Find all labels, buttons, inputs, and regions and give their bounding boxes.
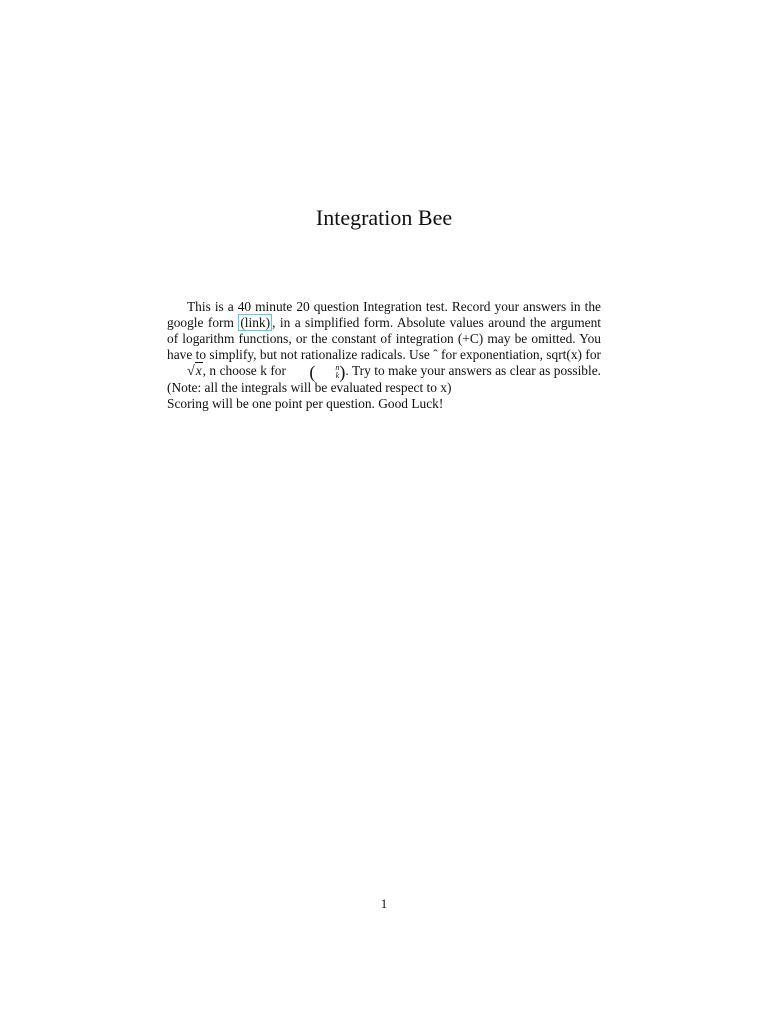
radical-sign: √ — [187, 364, 195, 379]
instructions-text-2: , in a simplified form. Absolute values around the argument of logarithm functions, or the constant of integration (+C) may be omitted. You have to simplify, but not rationalize radicals. Use ˆ for exponentiation, sqrt(x) for — [167, 315, 601, 362]
scoring-line: Scoring will be one point per question. Good Luck! — [167, 396, 444, 412]
binomial-left-paren: ( — [309, 362, 316, 383]
instructions-paragraph — [167, 299, 601, 396]
sqrt-x-formula — [167, 363, 203, 380]
binomial-right-paren: ) — [339, 362, 346, 383]
binomial-top: n — [335, 363, 340, 373]
instructions-text-1: This is a 40 minute 20 question Integration test. Record your answers in the google form — [167, 299, 601, 330]
binomial-stack — [315, 364, 339, 380]
binomial-bottom: k — [335, 371, 340, 381]
google-form-link[interactable]: (link) — [240, 315, 271, 330]
instructions-text-4: . Try to make your answers as clear as possible. (Note: all the integrals will be evaluated respect to x) — [167, 363, 601, 396]
instructions-text-3: , n choose k for — [202, 363, 290, 378]
instructions-body — [167, 299, 601, 412]
binomial-formula — [289, 362, 346, 383]
page-number: 1 — [380, 896, 388, 911]
radicand: x — [195, 363, 202, 378]
page-title: Integration Bee — [315, 205, 453, 230]
